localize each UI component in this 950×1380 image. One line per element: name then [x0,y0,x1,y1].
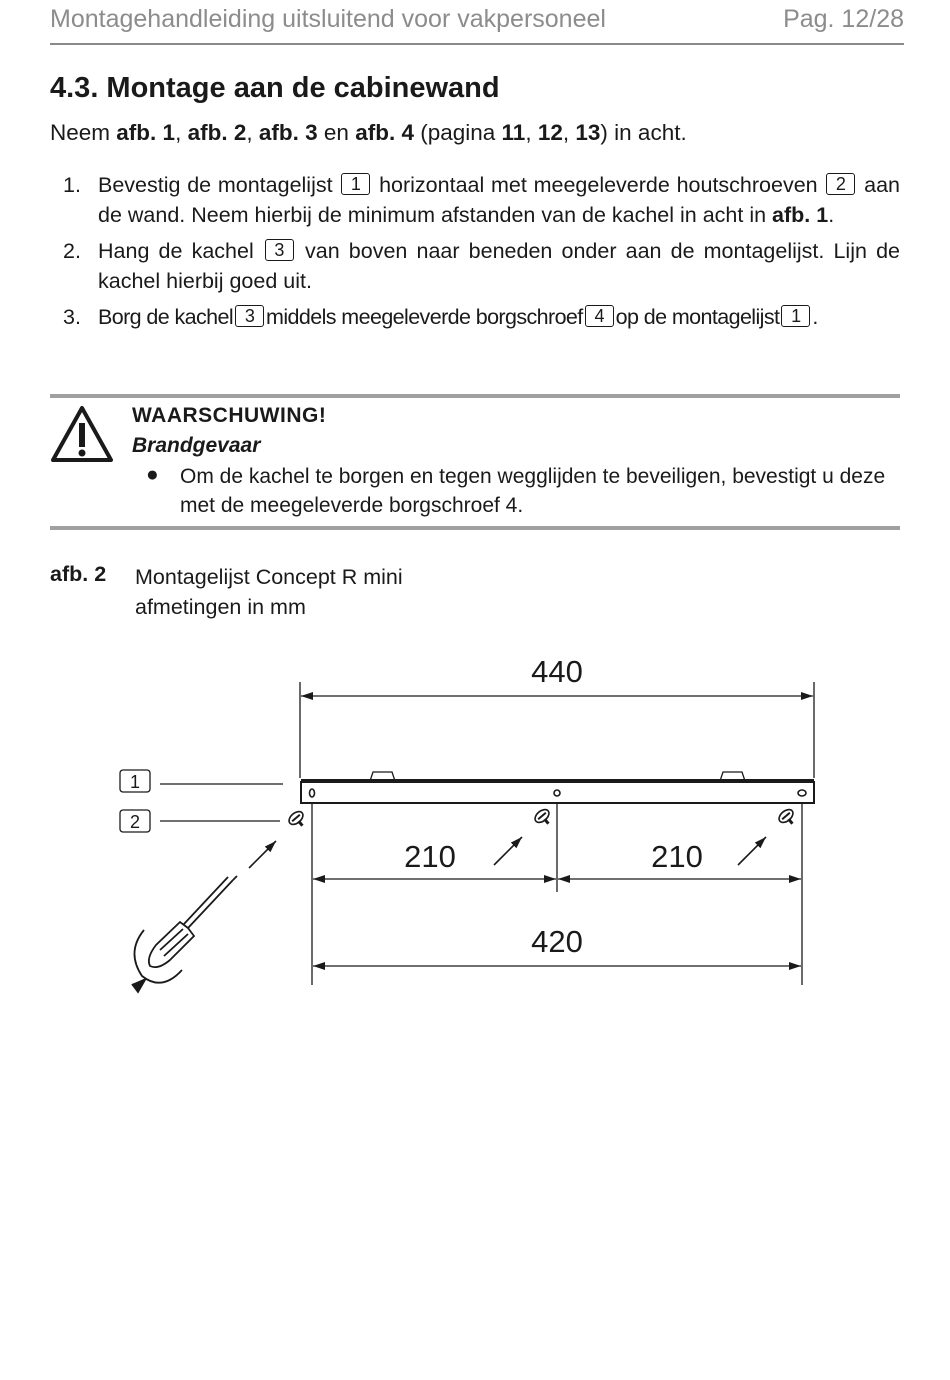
callout-label-2: 2 [129,812,141,832]
figure-caption: Montagelijst Concept R mini afmetingen in mm [135,565,403,619]
warning-triangle-icon [50,404,114,464]
section-title: 4.3. Montage aan de cabinewand [50,72,500,104]
screw-icon [287,809,309,831]
dimension-label-440: 440 [531,654,583,689]
warning-text: Om de kachel te borgen en tegen wegglijden te beveiligen, bevestigt u deze met de meegeleverde borgschroef 4. [180,465,886,517]
direction-arrow-icon [738,837,766,865]
screw-icon [533,807,555,829]
dimension-label-210-left: 210 [404,839,456,874]
callout-box: 2 [826,173,855,195]
warning-subtitle: Brandgevaar [132,434,261,457]
list-item: 2. Hang de kachel 3 van boven naar beneden onder aan de montagelijst. Lijn de kachel hierbij goed uit. [63,239,900,293]
direction-arrow-icon [494,837,522,865]
warning-title: WAARSCHUWING! [132,404,327,427]
header-title: Montagehandleiding uitsluitend voor vakpersoneel [50,5,606,33]
rail-hole [554,790,560,796]
dimension-label-420: 420 [531,924,583,959]
callout-label-1: 1 [129,772,141,792]
page-number: Pag. 12/28 [783,5,904,33]
warning-box [50,394,900,530]
callout-box: 3 [265,239,294,261]
direction-arrow-icon [249,841,276,868]
list-item: 1. Bevestig de montagelijst 1 horizontaal met meegeleverde houtschroeven 2 aan de wand. Neem hierbij de minimum afstanden van de kachel in acht in afb. 1. [63,173,900,227]
figure-label: afb. 2 [50,562,107,586]
callout-box: 1 [781,305,810,327]
intro-paragraph: Neem afb. 1, afb. 2, afb. 3 en afb. 4 (pagina 11, 12, 13) in acht. [50,120,687,145]
rail-hole [310,789,315,797]
screwdriver-icon [132,876,237,992]
callout-box: 3 [235,305,264,327]
rail-hole [798,790,806,796]
mounting-rail [301,782,814,803]
dimension-label-210-right: 210 [651,839,703,874]
callout-box: 1 [341,173,370,195]
callout-box: 4 [585,305,614,327]
mounting-rail-diagram [0,640,950,1030]
list-item: 3. Borg de kachel 3 middels meegeleverde borgschroef 4 op de montagelijst 1 . [63,305,818,329]
instruction-list [50,171,900,340]
page-header [50,0,904,45]
bullet: ● [146,463,159,486]
screw-icon [777,807,799,829]
